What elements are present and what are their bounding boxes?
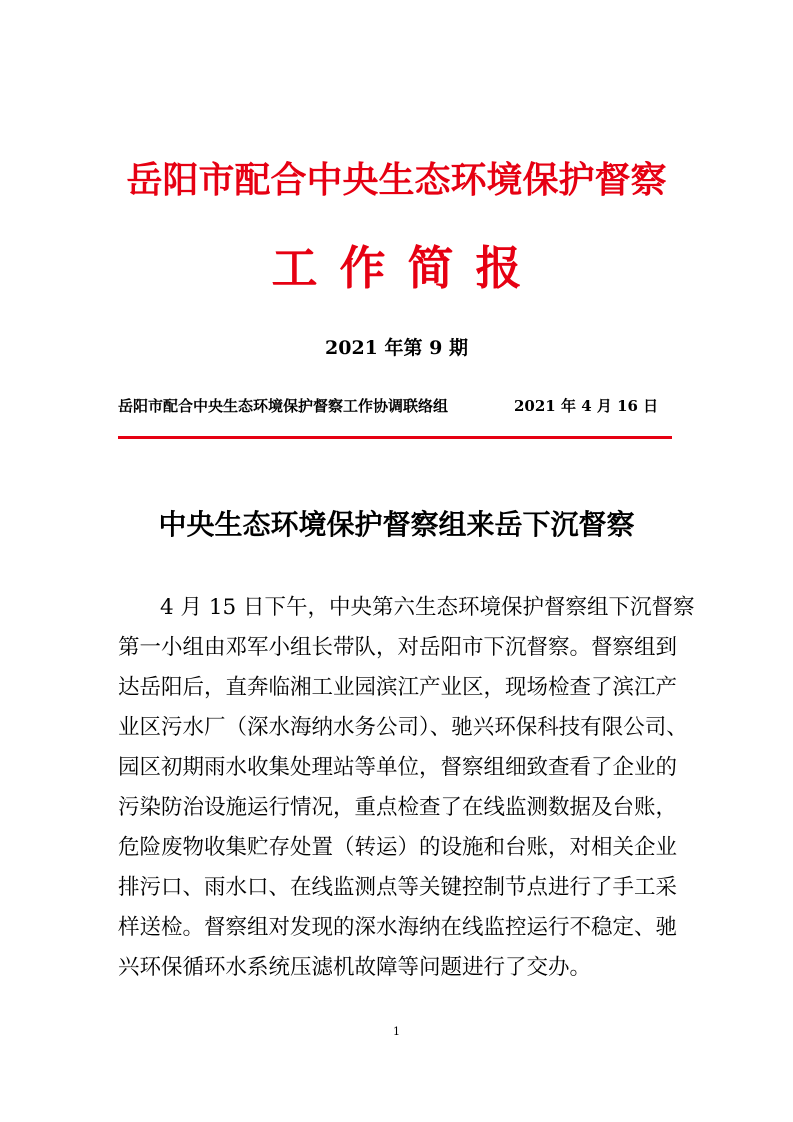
article-title: 中央生态环境保护督察组来岳下沉督察 — [158, 508, 635, 541]
red-divider — [118, 436, 672, 439]
body-line: 第一小组由邓军小组长带队，对岳阳市下沉督察。督察组到 — [118, 635, 678, 660]
masthead-title: 岳阳市配合中央生态环境保护督察 — [126, 159, 667, 201]
body-line: 危险废物收集贮存处置（转运）的设施和台账，对相关企业 — [118, 835, 678, 860]
body-line: 兴环保循环水系统压滤机故障等问题进行了交办。 — [118, 955, 592, 980]
bulletin-subtitle: 工作简报 — [271, 241, 544, 295]
body-line: 达岳阳后，直奔临湘工业园滨江产业区，现场检查了滨江产 — [118, 675, 678, 700]
page-number: 1 — [393, 1025, 400, 1038]
issuer: 岳阳市配合中央生态环境保护督察工作协调联络组 — [118, 397, 449, 415]
body-line: 园区初期雨水收集处理站等单位，督察组细致查看了企业的 — [118, 755, 678, 780]
body-line: 污染防治设施运行情况，重点检查了在线监测数据及台账， — [118, 795, 678, 820]
issue-number: 2021 年第 9 期 — [325, 337, 468, 359]
body-line: 业区污水厂（深水海纳水务公司）、驰兴环保科技有限公司、 — [118, 715, 688, 740]
body-line: 排污口、雨水口、在线监测点等关键控制节点进行了手工采 — [118, 875, 678, 900]
body-line: 样送检。督察组对发现的深水海纳在线监控运行不稳定、驰 — [118, 915, 678, 940]
issue-date: 2021 年 4 月 16 日 — [514, 397, 659, 415]
body-line: 4 月 15 日下午，中央第六生态环境保护督察组下沉督察 — [160, 595, 695, 620]
